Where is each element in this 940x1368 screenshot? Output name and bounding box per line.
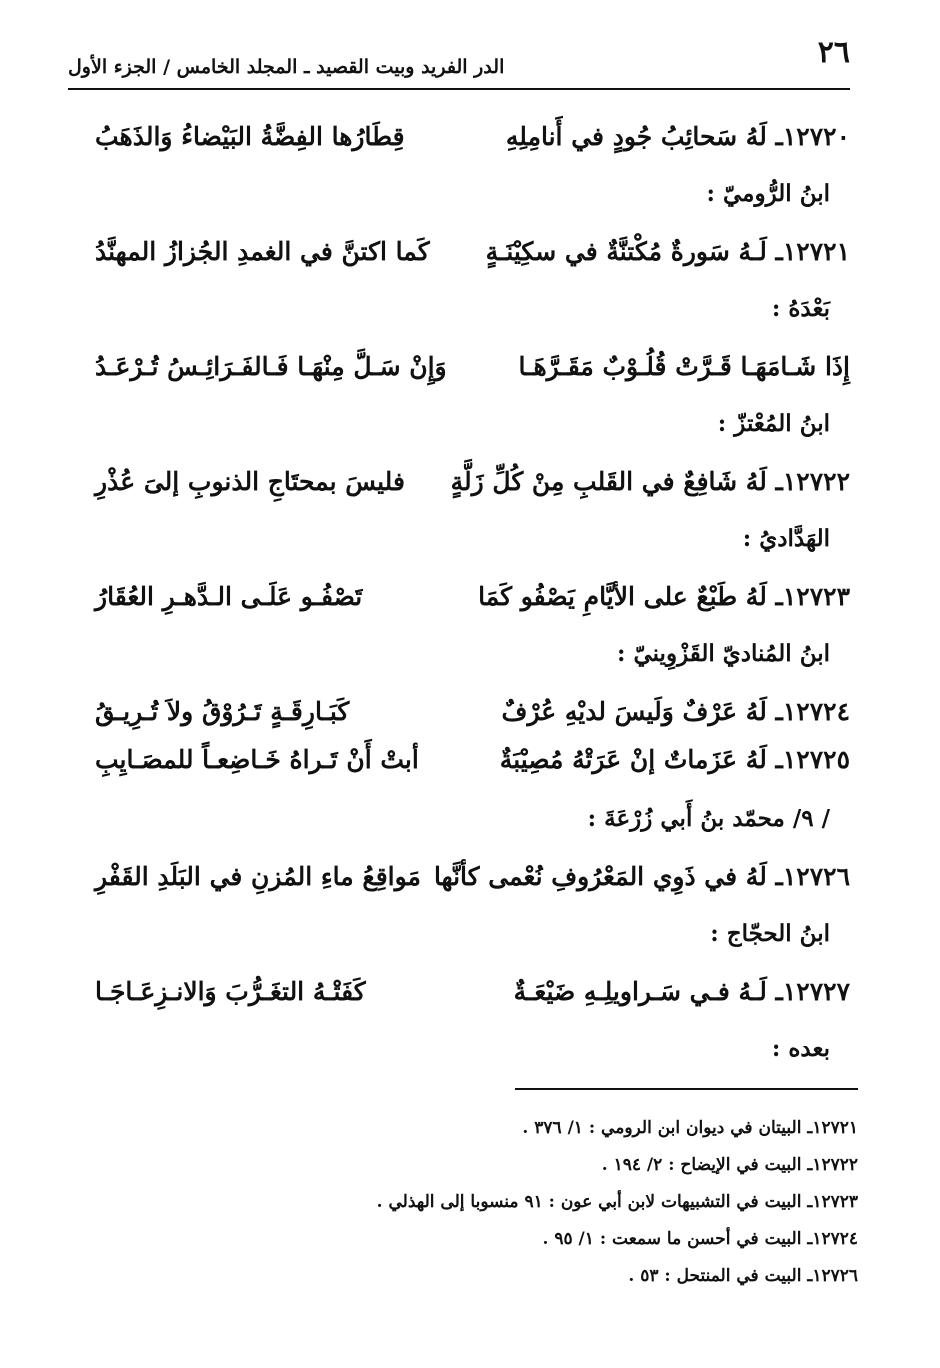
footnote — [300, 1118, 858, 1148]
poet-attribution — [95, 525, 830, 565]
poet-name: / ٩/ محمّد بنُ أَبي زُرْعَةَ : — [587, 805, 830, 832]
poet-name: ابنُ الحجّاج : — [710, 920, 830, 947]
verse-line — [95, 352, 850, 396]
verse-second-hemistich: كَبَـارِقَـةٍ تَـرُوْقُ ولاَ تُـرِيـقُ — [95, 697, 350, 726]
verse-first-hemistich: ١٢٧٢٥ـ لَهُ عَزَماتٌ إنْ عَرَتْهُ مُصِيْبَةٌ — [499, 745, 850, 774]
poet-attribution — [95, 295, 830, 335]
footnote-text: ١٢٧٢٤ـ البيت في أحسن ما سمعت : ١/ ٩٥ . — [542, 1229, 858, 1249]
poet-name: ابنُ الرُّوميّ : — [706, 180, 830, 207]
header-rule — [68, 88, 850, 90]
poet-name: ابنُ المُناديّ القَزْوِينيّ : — [616, 640, 830, 667]
verse-first-hemistich: ١٢٧٢٤ـ لَهُ عَرْفٌ وَلَيسَ لديْهِ عُرْفٌ — [501, 697, 850, 726]
footnote-text: ١٢٧٢١ـ البيتان في ديوان ابن الرومي : ١/ ٣٧٦ . — [522, 1118, 858, 1138]
running-title: الدر الفريد وبيت القصيد ـ المجلد الخامس / الجزء الأول — [68, 56, 505, 78]
poet-attribution — [95, 920, 830, 960]
verse-first-hemistich: ١٢٧٢٧ـ لَـهُ فـي سَـراويلِـهِ ضَيْعَـةٌ — [513, 977, 850, 1006]
poet-name: الهَدَّاديُ : — [742, 525, 830, 552]
poet-name: بَعْدَهُ : — [771, 295, 830, 322]
footnote-text: ١٢٧٢٢ـ البيت في الإيضاح : ٢/ ١٩٤ . — [601, 1155, 858, 1175]
verse-first-hemistich: ١٢٧٢٢ـ لَهُ شَافِعٌ في القَلبِ مِنْ كُلِّ زَلَّةٍ — [450, 467, 850, 496]
poet-attribution — [95, 1035, 830, 1075]
verse-second-hemistich: أبتْ أَنْ تَـراهُ خَـاضِعـاً للمصَـايِبِ — [95, 745, 419, 774]
footnote — [300, 1266, 858, 1296]
poet-name: ابنُ المُعْتزّ : — [717, 410, 830, 437]
poet-attribution — [95, 180, 830, 220]
poet-attribution — [95, 410, 830, 450]
footnote-text: ١٢٧٢٦ـ البيت في المنتحل : ٥٣ . — [628, 1266, 858, 1286]
verse-line — [95, 237, 850, 281]
verse-line — [95, 745, 850, 789]
footnote-text: ١٢٧٢٣ـ البيت في التشبيهات لابن أبي عون : ٩١ منسوبا إلى الهذلي . — [376, 1192, 858, 1212]
verse-first-hemistich: ١٢٧٢٠ـ لَهُ سَحائِبُ جُودٍ في أَنامِلِهِ — [505, 122, 850, 151]
verse-second-hemistich: تَصْفُـو عَلَـى الـدَّهـرِ العُقَارُ — [95, 582, 363, 611]
poet-name: بعده : — [771, 1035, 830, 1062]
footnote — [300, 1229, 858, 1259]
verse-line — [95, 122, 850, 166]
verse-second-hemistich: كَما اكتنَّ في الغمدِ الجُزازُ المهنَّدُ — [95, 237, 430, 266]
footnote — [300, 1155, 858, 1185]
verse-second-hemistich: مَواقِعُ ماءِ المُزنِ في البَلَدِ القَفْرِ — [95, 862, 421, 891]
running-header — [68, 35, 850, 86]
verse-second-hemistich: كَفَتْـهُ التغَـرُّبَ وَالانـزِعَـاجَـا — [95, 977, 366, 1006]
verse-line — [95, 467, 850, 511]
verse-first-hemistich: إِذَا شَـامَهَـا قَـرَّتْ قُلُـوْبٌ مَقَـرَّهَـا — [518, 352, 850, 381]
footnote-rule — [515, 1088, 858, 1090]
verse-first-hemistich: ١٢٧٢١ـ لَـهُ سَورةٌ مُكْتنَّةٌ في سكِيْنَـةٍ — [485, 237, 850, 266]
verse-first-hemistich: ١٢٧٢٦ـ لَهُ في ذَوِي المَعْرُوفِ نُعْمى كأنَّها — [433, 862, 850, 891]
verse-line — [95, 862, 850, 906]
verse-second-hemistich: فليسَ بمحتَاجِ الذنوبِ إلىَ عُذْرِ — [95, 467, 405, 496]
verse-line — [95, 977, 850, 1021]
verse-line — [95, 697, 850, 741]
verse-second-hemistich: قِطَارُها الفِضَّةُ البَيْضاءُ وَالذَهَبُ — [95, 122, 405, 151]
poet-attribution — [95, 640, 830, 680]
verse-line — [95, 582, 850, 626]
verse-second-hemistich: وَإِنْ سَـلَّ مِنْهَـا فَـالفَـرَائِـسُ تُـرْعَـدُ — [95, 352, 447, 381]
verse-first-hemistich: ١٢٧٢٣ـ لَهُ طَبْعٌ على الأيَّامِ يَصْفُو كَمَا — [478, 582, 850, 611]
page-number: ٢٦ — [817, 35, 850, 70]
footnote — [300, 1192, 858, 1222]
poet-attribution — [95, 805, 830, 845]
